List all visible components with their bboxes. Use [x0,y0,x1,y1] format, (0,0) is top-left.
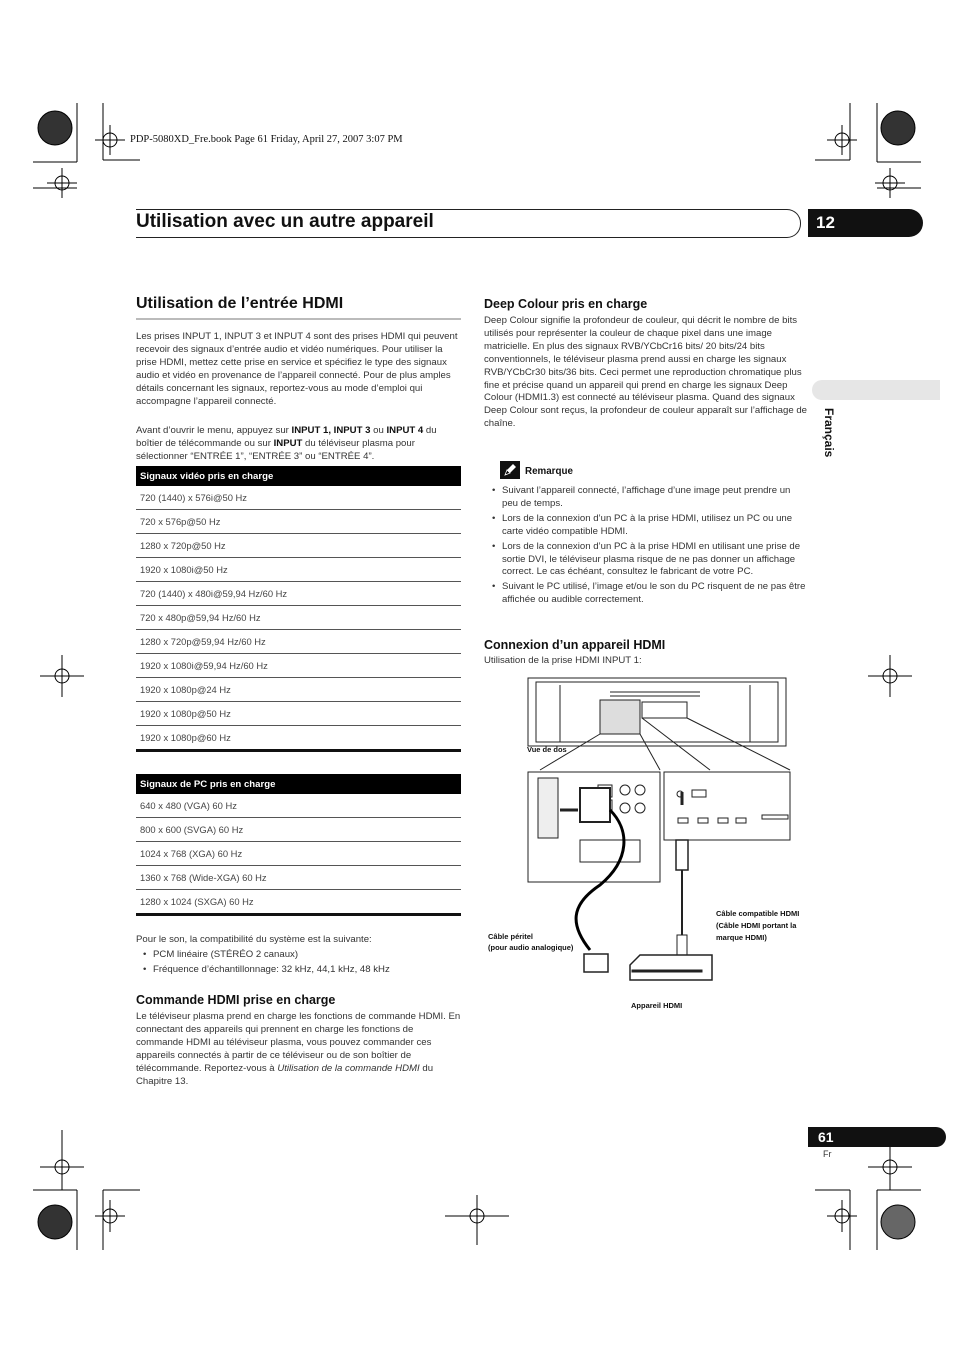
table-row [136,606,461,630]
pencil-icon [500,461,520,479]
rear-view-label: Vue de dos [527,745,567,754]
section-title-hdmi: Utilisation de l’entrée HDMI [136,295,344,312]
table-cell: 1280 x 720p@50 Hz [136,534,461,558]
table-row [136,726,461,751]
hdmi-control-title: Commande HDMI prise en charge [136,993,336,1007]
hdmi-cable-label-3: marque HDMI) [716,933,767,942]
language-tab [812,380,940,400]
table-row [136,794,461,818]
table-cell: 720 (1440) x 576i@50 Hz [136,486,461,510]
tv-hdmi-panel [664,772,790,840]
table-cell: 720 x 480p@59,94 Hz/60 Hz [136,606,461,630]
table-row [136,890,461,915]
table-cell: 640 x 480 (VGA) 60 Hz [136,794,461,818]
hdmi-cable-label-1: Câble compatible HDMI [716,909,800,918]
hdmi-device-label: Appareil HDMI [631,1001,683,1010]
list-item: • Fréquence d’échantillonnage: 32 kHz, 44,1 kHz, 48 kHz [143,964,463,977]
list-item: • Suivant le PC utilisé, l’image et/ou le son du PC risquent de ne pas être affichée ou audible correctement. [492,581,808,607]
table-cell: 1360 x 768 (Wide-XGA) 60 Hz [136,866,461,890]
table-cell: 1280 x 1024 (SXGA) 60 Hz [136,890,461,915]
list-item: • Lors de la connexion d’un PC à la prise HDMI, utilisez un PC ou une carte vidéo compatible HDMI. [492,513,808,539]
table-cell: 1920 x 1080i@50 Hz [136,558,461,582]
table-cell: 1024 x 768 (XGA) 60 Hz [136,842,461,866]
note-list [492,485,808,609]
table-row [136,842,461,866]
deep-colour-title: Deep Colour pris en charge [484,297,648,311]
list-item: • Lors de la connexion d’un PC à la prise HDMI en utilisant une prise de sortie DVI, le téléviseur plasma risque de ne pas donner un affichage correct. Le cas échéant, consultez le fabricant de votre PC. [492,541,808,580]
table-cell: 1920 x 1080p@24 Hz [136,678,461,702]
pc-signals-table [136,774,461,916]
table-cell: 800 x 600 (SVGA) 60 Hz [136,818,461,842]
table-row [136,678,461,702]
hdmi-control-paragraph: Le téléviseur plasma prend en charge les fonctions de commande HDMI. En connectant des appareils qui prennent en charge les fonctions de commande HDMI au téléviseur plasma, vous pouvez commander ces appareils connectés à partir de ce téléviseur ou de son boîtier de télécommande. Reportez-vous à Utilisation de la commande HDMI du Chapitre 13. [136,1011,461,1087]
table-row [136,866,461,890]
table-cell: 720 x 576p@50 Hz [136,510,461,534]
list-item: • PCM linéaire (STÉRÉO 2 canaux) [143,949,463,962]
table-row [136,702,461,726]
table-cell: 1920 x 1080p@60 Hz [136,726,461,751]
video-table-header: Signaux vidéo pris en charge [136,466,461,486]
hdmi-connection-title: Connexion d’un appareil HDMI [484,638,666,652]
hdmi-device [630,955,712,980]
page-language: Fr [823,1149,832,1159]
table-row [136,486,461,510]
list-item: • Suivant l’appareil connecté, l’affichage d’une image peut prendre un peu de temps. [492,485,808,511]
page-number: 61 [808,1127,946,1147]
connection-diagram [480,670,800,1020]
pc-table-header: Signaux de PC pris en charge [136,774,461,794]
section-rule [136,318,461,320]
video-signals-table [136,466,461,752]
table-row [136,654,461,678]
table-cell: 720 (1440) x 480i@59,94 Hz/60 Hz [136,582,461,606]
table-row [136,510,461,534]
scart-cable-label-1: Câble péritel [488,932,534,941]
menu-paragraph: Avant d’ouvrir le menu, appuyez sur INPUT 1, INPUT 3 ou INPUT 4 du boîtier de télécommande ou sur INPUT du téléviseur plasma pour sélectionner “ENTRÉE 1”, “ENTRÉE 3” ou “ENTRÉE 4”. [136,425,437,462]
note-label: Remarque [525,466,573,477]
scart-cable-label-2: (pour audio analogique) [488,943,574,952]
language-label: Français [822,408,836,458]
hdmi-connection-text: Utilisation de la prise HDMI INPUT 1: [484,655,642,666]
intro-paragraph: Les prises INPUT 1, INPUT 3 et INPUT 4 sont des prises HDMI qui peuvent recevoir des signaux d’entrée audio et vidéo numériques. Pour utiliser la prise HDMI, mettez cette prise en service et spécifiez le type des signaux audio et vidéo en provenance de l’appareil connecté. Pour de plus amples détails concernant les signaux, reportez-vous au mode d’emploi qui accompagne l’appareil connecté. [136,331,458,407]
hdmi-cable-label-2: (Câble HDMI portant la [716,921,797,930]
table-row [136,582,461,606]
sound-intro: Pour le son, la compatibilité du système est la suivante: [136,934,372,945]
table-cell: 1920 x 1080p@50 Hz [136,702,461,726]
table-row [136,630,461,654]
chapter-number: 12 [808,209,923,237]
chapter-title: Utilisation avec un autre appareil [136,211,434,232]
sound-list [143,949,463,979]
table-cell: 1280 x 720p@59,94 Hz/60 Hz [136,630,461,654]
table-row [136,558,461,582]
table-cell: 1920 x 1080i@59,94 Hz/60 Hz [136,654,461,678]
book-info: PDP-5080XD_Fre.book Page 61 Friday, April 27, 2007 3:07 PM [130,134,403,145]
deep-colour-paragraph: Deep Colour signifie la profondeur de couleur, qui décrit le nombre de bits utilisés pour représenter la couleur de chaque pixel dans une image matricielle. En plus des signaux RVB/YCbCr16 bits/ 20 bits/24 bits conventionnels, le téléviseur plasma prend aussi en charge les signaux RVB/YCbCr30 bits/36 bits. Ceci permet une reproduction chromatique plus fine et précise quand un appareil qui prend en charge les signaux Deep Colour (HDMI1.3) est connecté au téléviseur plasma. Quand des signaux Deep Colour sont reçus, la profondeur de couleur apparaît sur l’affichage de chaîne. [484,315,808,430]
table-row [136,818,461,842]
table-row [136,534,461,558]
